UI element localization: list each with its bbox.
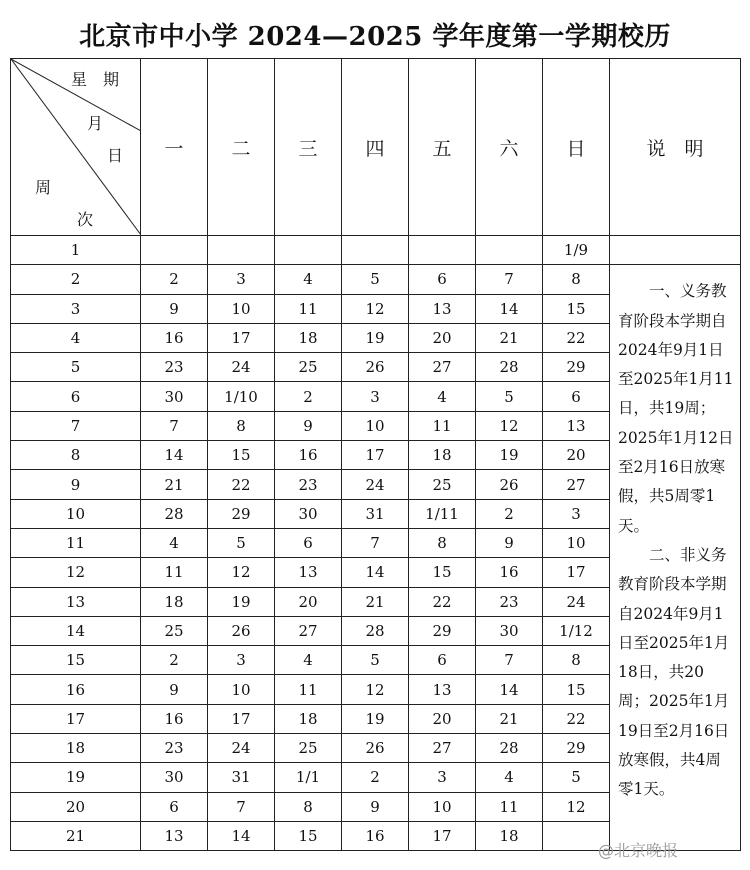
week-number-cell: 11 xyxy=(11,528,141,557)
date-cell: 6 xyxy=(409,646,476,675)
date-cell: 22 xyxy=(409,587,476,616)
notes-cell xyxy=(610,265,741,851)
date-cell: 24 xyxy=(342,470,409,499)
date-cell: 25 xyxy=(275,734,342,763)
week-number-cell: 5 xyxy=(11,353,141,382)
week-number-cell: 20 xyxy=(11,792,141,821)
date-cell: 30 xyxy=(141,382,208,411)
date-cell: 27 xyxy=(543,470,610,499)
date-cell: 11 xyxy=(141,558,208,587)
date-cell: 7 xyxy=(476,646,543,675)
date-cell: 13 xyxy=(275,558,342,587)
date-cell: 8 xyxy=(275,792,342,821)
school-calendar-table xyxy=(10,58,741,851)
date-cell: 28 xyxy=(476,353,543,382)
date-cell xyxy=(342,236,409,265)
date-cell: 23 xyxy=(141,734,208,763)
date-cell: 15 xyxy=(543,675,610,704)
week-number-cell: 9 xyxy=(11,470,141,499)
week-number-cell: 19 xyxy=(11,763,141,792)
date-cell: 3 xyxy=(208,265,275,294)
date-cell: 25 xyxy=(141,616,208,645)
date-cell: 8 xyxy=(409,528,476,557)
week-number-cell: 12 xyxy=(11,558,141,587)
date-cell: 30 xyxy=(141,763,208,792)
date-cell: 29 xyxy=(208,499,275,528)
week-number-cell: 1 xyxy=(11,236,141,265)
date-cell: 4 xyxy=(141,528,208,557)
corner-month-label: 月 xyxy=(87,114,104,133)
date-cell: 27 xyxy=(409,353,476,382)
week-number-cell: 16 xyxy=(11,675,141,704)
date-cell: 6 xyxy=(275,528,342,557)
date-cell: 20 xyxy=(275,587,342,616)
date-cell: 18 xyxy=(275,704,342,733)
date-cell: 14 xyxy=(208,821,275,850)
date-cell: 9 xyxy=(275,411,342,440)
date-cell: 22 xyxy=(208,470,275,499)
date-cell: 14 xyxy=(476,294,543,323)
table-row xyxy=(11,265,741,294)
date-cell: 25 xyxy=(409,470,476,499)
date-cell: 2 xyxy=(342,763,409,792)
date-cell: 28 xyxy=(342,616,409,645)
date-cell: 17 xyxy=(342,441,409,470)
date-cell: 3 xyxy=(208,646,275,675)
date-cell: 22 xyxy=(543,323,610,352)
date-cell: 19 xyxy=(476,441,543,470)
date-cell: 26 xyxy=(476,470,543,499)
date-cell: 26 xyxy=(342,734,409,763)
date-cell: 24 xyxy=(543,587,610,616)
date-cell: 13 xyxy=(141,821,208,850)
week-number-cell: 21 xyxy=(11,821,141,850)
date-cell: 8 xyxy=(543,646,610,675)
date-cell: 25 xyxy=(275,353,342,382)
date-cell xyxy=(476,236,543,265)
date-cell: 29 xyxy=(543,734,610,763)
date-cell: 5 xyxy=(208,528,275,557)
date-cell: 9 xyxy=(141,675,208,704)
date-cell: 1/12 xyxy=(543,616,610,645)
date-cell: 27 xyxy=(275,616,342,645)
date-cell: 24 xyxy=(208,353,275,382)
date-cell: 20 xyxy=(543,441,610,470)
date-cell: 8 xyxy=(208,411,275,440)
date-cell: 13 xyxy=(543,411,610,440)
date-cell: 29 xyxy=(409,616,476,645)
date-cell: 21 xyxy=(476,704,543,733)
week-number-cell: 15 xyxy=(11,646,141,675)
date-cell: 4 xyxy=(409,382,476,411)
date-cell: 10 xyxy=(543,528,610,557)
date-cell: 18 xyxy=(476,821,543,850)
date-cell: 14 xyxy=(141,441,208,470)
day-header-sun: 日 xyxy=(543,59,610,236)
date-cell: 11 xyxy=(409,411,476,440)
date-cell: 17 xyxy=(208,704,275,733)
date-cell: 15 xyxy=(409,558,476,587)
date-cell: 17 xyxy=(409,821,476,850)
date-cell: 30 xyxy=(275,499,342,528)
date-cell: 28 xyxy=(476,734,543,763)
date-cell: 4 xyxy=(275,646,342,675)
date-cell: 5 xyxy=(543,763,610,792)
date-cell: 27 xyxy=(409,734,476,763)
date-cell: 21 xyxy=(342,587,409,616)
date-cell xyxy=(409,236,476,265)
date-cell: 11 xyxy=(275,294,342,323)
date-cell: 2 xyxy=(275,382,342,411)
date-cell: 2 xyxy=(476,499,543,528)
date-cell: 1/9 xyxy=(543,236,610,265)
date-cell: 19 xyxy=(342,704,409,733)
date-cell: 15 xyxy=(208,441,275,470)
week-number-cell: 13 xyxy=(11,587,141,616)
date-cell: 15 xyxy=(543,294,610,323)
date-cell: 26 xyxy=(208,616,275,645)
date-cell: 3 xyxy=(543,499,610,528)
date-cell: 5 xyxy=(342,646,409,675)
date-cell: 1/1 xyxy=(275,763,342,792)
date-cell: 7 xyxy=(342,528,409,557)
note-paragraph: 二、非义务教育阶段本学期自2024年9月1日至2025年1月18日，共20周；2025年1月19日至2月16日放寒假，共4周零1天。 xyxy=(618,545,730,799)
date-cell: 14 xyxy=(476,675,543,704)
date-cell: 16 xyxy=(141,323,208,352)
date-cell: 18 xyxy=(141,587,208,616)
date-cell: 23 xyxy=(141,353,208,382)
date-cell: 1/11 xyxy=(409,499,476,528)
date-cell: 21 xyxy=(476,323,543,352)
date-cell: 7 xyxy=(141,411,208,440)
date-cell: 24 xyxy=(208,734,275,763)
week-number-cell: 6 xyxy=(11,382,141,411)
date-cell: 30 xyxy=(476,616,543,645)
day-header-tue: 二 xyxy=(208,59,275,236)
week-number-cell: 8 xyxy=(11,441,141,470)
week-number-cell: 18 xyxy=(11,734,141,763)
week-number-cell: 14 xyxy=(11,616,141,645)
date-cell: 9 xyxy=(476,528,543,557)
date-cell: 7 xyxy=(208,792,275,821)
date-cell: 21 xyxy=(141,470,208,499)
calendar-body xyxy=(11,236,741,851)
date-cell: 9 xyxy=(342,792,409,821)
week-number-cell: 7 xyxy=(11,411,141,440)
date-cell: 5 xyxy=(342,265,409,294)
date-cell: 5 xyxy=(476,382,543,411)
date-cell: 16 xyxy=(141,704,208,733)
day-header-wed: 三 xyxy=(275,59,342,236)
day-header-fri: 五 xyxy=(409,59,476,236)
date-cell: 15 xyxy=(275,821,342,850)
date-cell: 10 xyxy=(409,792,476,821)
date-cell: 23 xyxy=(476,587,543,616)
notes-header: 说 明 xyxy=(610,59,741,236)
date-cell: 12 xyxy=(342,675,409,704)
date-cell: 13 xyxy=(409,675,476,704)
date-cell: 31 xyxy=(208,763,275,792)
date-cell: 10 xyxy=(342,411,409,440)
date-cell: 26 xyxy=(342,353,409,382)
date-cell: 12 xyxy=(208,558,275,587)
date-cell: 31 xyxy=(342,499,409,528)
date-cell: 12 xyxy=(342,294,409,323)
date-cell: 20 xyxy=(409,323,476,352)
week-number-cell: 4 xyxy=(11,323,141,352)
date-cell: 16 xyxy=(342,821,409,850)
date-cell: 10 xyxy=(208,675,275,704)
date-cell: 3 xyxy=(342,382,409,411)
date-cell: 7 xyxy=(476,265,543,294)
date-cell: 11 xyxy=(476,792,543,821)
date-cell: 12 xyxy=(543,792,610,821)
date-cell: 19 xyxy=(342,323,409,352)
date-cell: 3 xyxy=(409,763,476,792)
corner-day-label: 日 xyxy=(107,146,124,165)
date-cell: 2 xyxy=(141,646,208,675)
week-number-cell: 2 xyxy=(11,265,141,294)
date-cell: 9 xyxy=(141,294,208,323)
date-cell: 17 xyxy=(208,323,275,352)
date-cell: 6 xyxy=(141,792,208,821)
date-cell: 4 xyxy=(476,763,543,792)
source-watermark: @北京晚报 xyxy=(598,841,679,860)
date-cell: 12 xyxy=(476,411,543,440)
table-row xyxy=(11,236,741,265)
date-cell: 18 xyxy=(275,323,342,352)
date-cell xyxy=(141,236,208,265)
date-cell xyxy=(275,236,342,265)
date-cell: 18 xyxy=(409,441,476,470)
date-cell: 28 xyxy=(141,499,208,528)
corner-weekday-label: 星 期 xyxy=(71,70,120,89)
date-cell: 6 xyxy=(543,382,610,411)
date-cell xyxy=(208,236,275,265)
date-cell: 2 xyxy=(141,265,208,294)
day-header-sat: 六 xyxy=(476,59,543,236)
date-cell: 16 xyxy=(476,558,543,587)
date-cell: 1/10 xyxy=(208,382,275,411)
date-cell: 16 xyxy=(275,441,342,470)
week-number-cell: 17 xyxy=(11,704,141,733)
date-cell: 13 xyxy=(409,294,476,323)
date-cell: 29 xyxy=(543,353,610,382)
day-header-mon: 一 xyxy=(141,59,208,236)
date-cell: 19 xyxy=(208,587,275,616)
date-cell: 14 xyxy=(342,558,409,587)
date-cell: 6 xyxy=(409,265,476,294)
corner-header-cell xyxy=(11,59,141,236)
date-cell: 17 xyxy=(543,558,610,587)
date-cell: 23 xyxy=(275,470,342,499)
date-cell: 11 xyxy=(275,675,342,704)
day-header-thu: 四 xyxy=(342,59,409,236)
notes-blank-cell xyxy=(610,236,741,265)
corner-week-label: 周 xyxy=(35,178,52,197)
note-paragraph: 一、义务教育阶段本学期自2024年9月1日至2025年1月11日，共19周；2025年1月12日至2月16日放寒假，共5周零1天。 xyxy=(618,282,734,535)
date-cell: 22 xyxy=(543,704,610,733)
date-cell: 20 xyxy=(409,704,476,733)
date-cell: 10 xyxy=(208,294,275,323)
corner-ci-label: 次 xyxy=(77,210,94,229)
date-cell: 4 xyxy=(275,265,342,294)
date-cell: 8 xyxy=(543,265,610,294)
week-number-cell: 10 xyxy=(11,499,141,528)
page-title: 北京市中小学 2024—2025 学年度第一学期校历 xyxy=(79,22,671,52)
header-row xyxy=(11,59,741,236)
week-number-cell: 3 xyxy=(11,294,141,323)
